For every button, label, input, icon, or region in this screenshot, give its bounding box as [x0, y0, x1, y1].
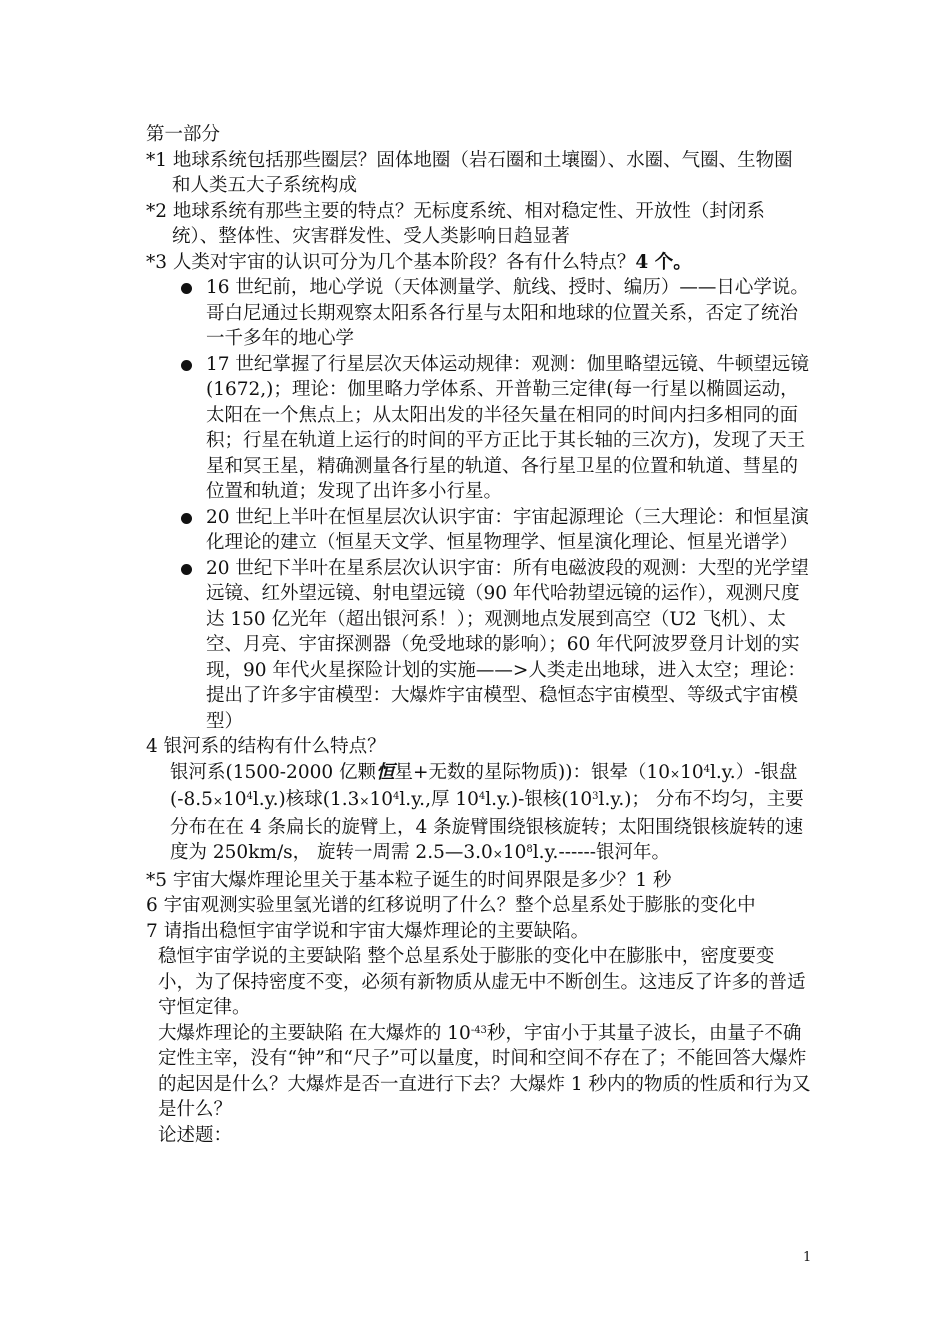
steady-state-defect: 稳恒宇宙学说的主要缺陷 整个总星系处于膨胀的变化中在膨胀中，密度要变小，为了保持密度不变，必须有新物质从虚无中不断创生。这违反了许多的普适守恒定律。	[158, 946, 806, 1018]
exponent: 4	[246, 791, 253, 802]
list-item: 17 世纪掌握了行星层次天体运动规律：观测：伽里略望远镜、牛顿望远镜(1672,)；理论：伽里略力学体系、开普勒三定律(每一行星以椭圆运动，太阳在一个焦点上；从太阳出发的半径矢量在相同的时间内扫多相同的面积；行星在轨道上运行的时间的平方正比于其长轴的三次方)，发现了天王星和冥王星，精确测量各行星的轨道、各行星卫星的位置和轨道、彗星的位置和轨道；发现了出许多小行星。	[206, 352, 811, 505]
answer-text: l.y.）-银盘(-8.5	[170, 761, 798, 810]
big-bang-defect	[146, 1021, 811, 1123]
answer-text: l.y.------银河年。	[532, 842, 670, 863]
question-7: 7 请指出稳恒宇宙学说和宇宙大爆炸理论的主要缺陷。	[146, 920, 590, 942]
list-item: 20 世纪下半叶在星系层次认识宇宙：所有电磁波段的观测：大型的光学望远镜、红外望远镜、射电望远镜（90 年代哈勃望远镜的运作），观测尺度达 150 亿光年（超出银河系！）；观测地点发展到高空（U2 飞机）、太空、月亮、宇宙探测器（免受地球的影响）；60 年代阿波罗登月计划的实现，90 年代火星探险计划的实施——>人类走出地球，进入太空；理论：提出了许多宇宙模型：大爆炸宇宙模型、稳恒态宇宙模型、等级式宇宙模型）	[206, 556, 811, 735]
list-item: 20 世纪上半叶在恒星层次认识宇宙：宇宙起源理论（三大理论：和恒星演化理论的建立（恒星天文学、恒星物理学、恒星演化理论、恒星光谱学）	[206, 505, 811, 556]
times-sign: ×	[359, 794, 370, 808]
exponent: 4	[703, 763, 710, 775]
times-sign: ×	[492, 847, 503, 861]
section-title: 第一部分	[146, 124, 221, 145]
question-3-text: *3 人类对宇宙的认识可分为几个基本阶段？各有什么特点？	[146, 251, 636, 273]
times-sign: ×	[670, 766, 681, 781]
answer-text: 10	[222, 789, 247, 810]
answer-text: 10	[502, 842, 527, 863]
times-sign: ×	[212, 794, 223, 808]
exponent: 8	[526, 844, 533, 855]
question-5: *5 宇宙大爆炸理论里关于基本粒子诞生的时间界限是多少？1 秒	[146, 869, 672, 891]
question-4-answer	[146, 760, 811, 868]
answer-text: 10	[369, 789, 394, 810]
question-3-answer: 4 个。	[635, 251, 692, 273]
document-body	[146, 122, 811, 1148]
stage-list	[146, 275, 811, 734]
answer-text: 星+无数的星际物质))：银晕（10	[394, 761, 671, 783]
answer-text: l.y.,厚 10	[399, 789, 479, 810]
question-4: 4 银河系的结构有什么特点？	[146, 736, 386, 757]
page-number: 1	[803, 1250, 812, 1265]
question-2: *2 地球系统有那些主要的特点？无标度系统、相对稳定性、开放性（封闭系统）、整体性、灾害群发性、受人类影响日趋显著	[146, 200, 765, 247]
question-1: *1 地球系统包括那些圈层？固体地圈（岩石圈和土壤圈）、水圈、气圈、生物圈和人类五大子系统构成	[146, 149, 793, 196]
question-6: 6 宇宙观测实验里氢光谱的红移说明了什么？整个总星系处于膨胀的变化中	[146, 895, 756, 916]
exponent: 4	[393, 791, 400, 802]
answer-text: l.y.)核球(1.3	[252, 789, 360, 810]
exponent: 3	[592, 791, 599, 802]
essay-heading: 论述题：	[158, 1124, 233, 1146]
answer-text: 大爆炸理论的主要缺陷 在大爆炸的 10	[158, 1022, 471, 1044]
question-3	[146, 250, 811, 276]
list-item: 16 世纪前，地心学说（天体测量学、航线、授时、编历）——日心学说。哥白尼通过长期观察太阳系各行星与太阳和地球的位置关系，否定了统治一千多年的地心学	[206, 275, 811, 352]
answer-text: 银河系(1500-2000 亿颗	[170, 761, 377, 783]
answer-text: l.y.)； 分布不均匀，主要分布在在 4 条扁长的旋臂上，4 条旋臂围绕银核旋转；太阳围绕银核旋转的速度为 250km/s， 旋转一周需 2.5—3.0	[170, 789, 804, 863]
answer-text: 10	[680, 761, 704, 783]
exponent: -43	[470, 1024, 487, 1036]
answer-text: 秒，宇宙小于其量子波长，由量子不确定性主宰，没有“钟”和“尺子”可以量度，时间和空间不存在了；不能回答大爆炸的起因是什么？大爆炸是否一直进行下去？大爆炸 1 秒内的物质的性质和行为又是什么？	[158, 1022, 811, 1120]
exponent: 4	[478, 791, 486, 802]
answer-text: l.y.)-银核(10	[485, 789, 593, 810]
answer-italic: 恒	[376, 761, 395, 783]
